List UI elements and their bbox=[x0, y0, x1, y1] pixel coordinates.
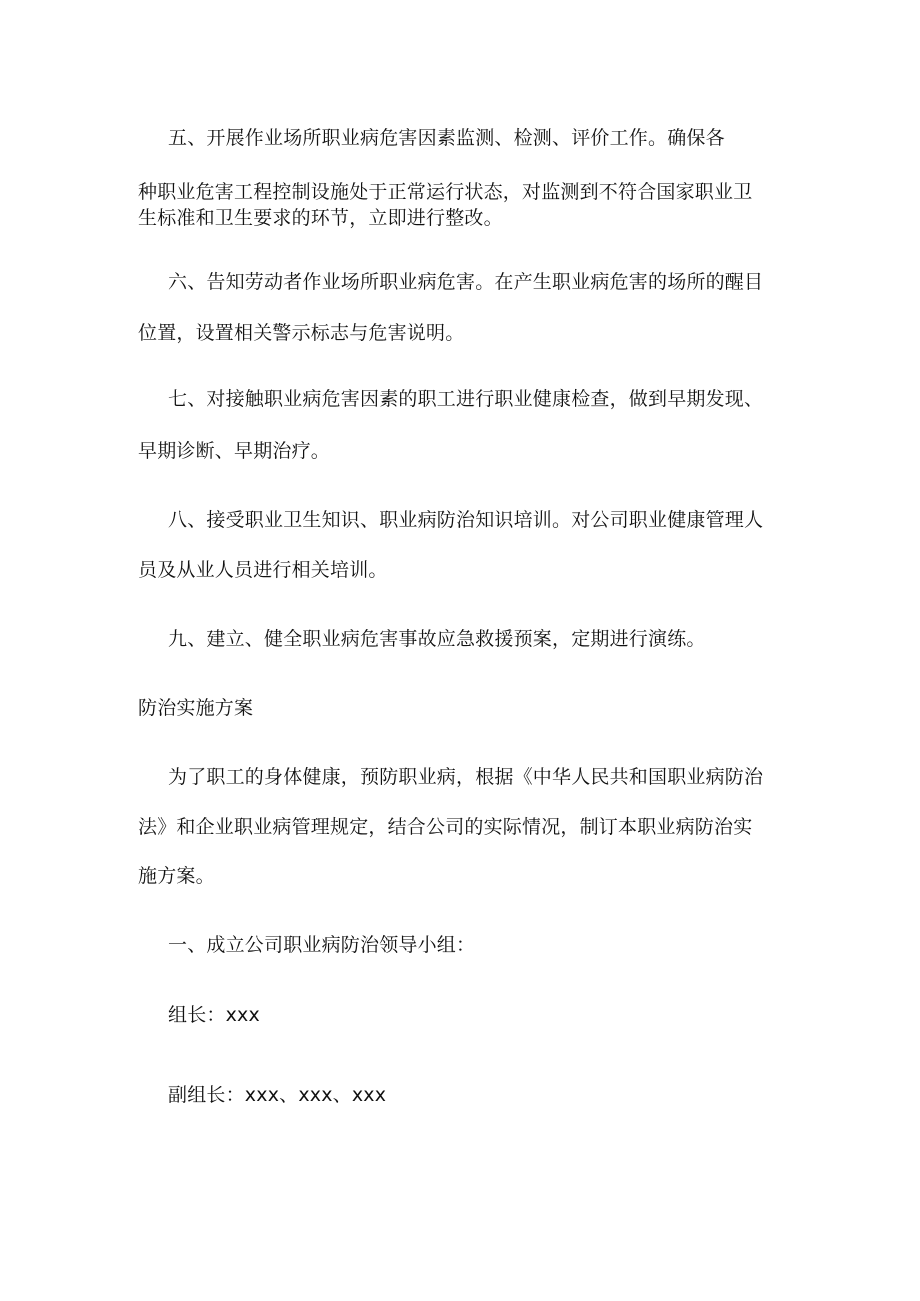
paragraph-6-line-1: 六、告知劳动者作业场所职业病危害。在产生职业病危害的场所的醒目 bbox=[168, 271, 764, 293]
paragraph-5-line-2: 种职业危害工程控制设施处于正常运行状态，对监测到不符合国家职业卫 bbox=[138, 181, 753, 203]
paragraph-7-line-2: 早期诊断、早期治疗。 bbox=[138, 440, 331, 462]
section-heading: 防治实施方案 bbox=[138, 697, 254, 719]
paragraph-7-line-1: 七、对接触职业病危害因素的职工进行职业健康检查，做到早期发现、 bbox=[168, 388, 764, 410]
paragraph-5-line-1: 五、开展作业场所职业病危害因素监测、检测、评价工作。确保各 bbox=[168, 127, 725, 149]
paragraph-5-line-3: 生标准和卫生要求的环节，立即进行整改。 bbox=[138, 207, 503, 229]
paragraph-6-line-2: 位置，设置相关警示标志与危害说明。 bbox=[138, 322, 465, 344]
intro-paragraph-line-3: 施方案。 bbox=[138, 865, 215, 887]
intro-paragraph-line-2: 法》和企业职业病管理规定，结合公司的实际情况，制订本职业病防治实 bbox=[138, 816, 753, 838]
group-heading: 一、成立公司职业病防治领导小组： bbox=[168, 934, 476, 956]
paragraph-8-line-2: 员及从业人员进行相关培训。 bbox=[138, 559, 388, 581]
paragraph-9-line-1: 九、建立、健全职业病危害事故应急救援预案，定期进行演练。 bbox=[168, 628, 706, 650]
intro-paragraph-line-1: 为了职工的身体健康，预防职业病，根据《中华人民共和国职业病防治 bbox=[168, 766, 764, 788]
group-leader-line: 组长：xxx bbox=[168, 1004, 260, 1026]
paragraph-8-line-1: 八、接受职业卫生知识、职业病防治知识培训。对公司职业健康管理人 bbox=[168, 509, 764, 531]
deputy-leaders-line: 副组长：xxx、xxx、xxx bbox=[168, 1084, 387, 1106]
